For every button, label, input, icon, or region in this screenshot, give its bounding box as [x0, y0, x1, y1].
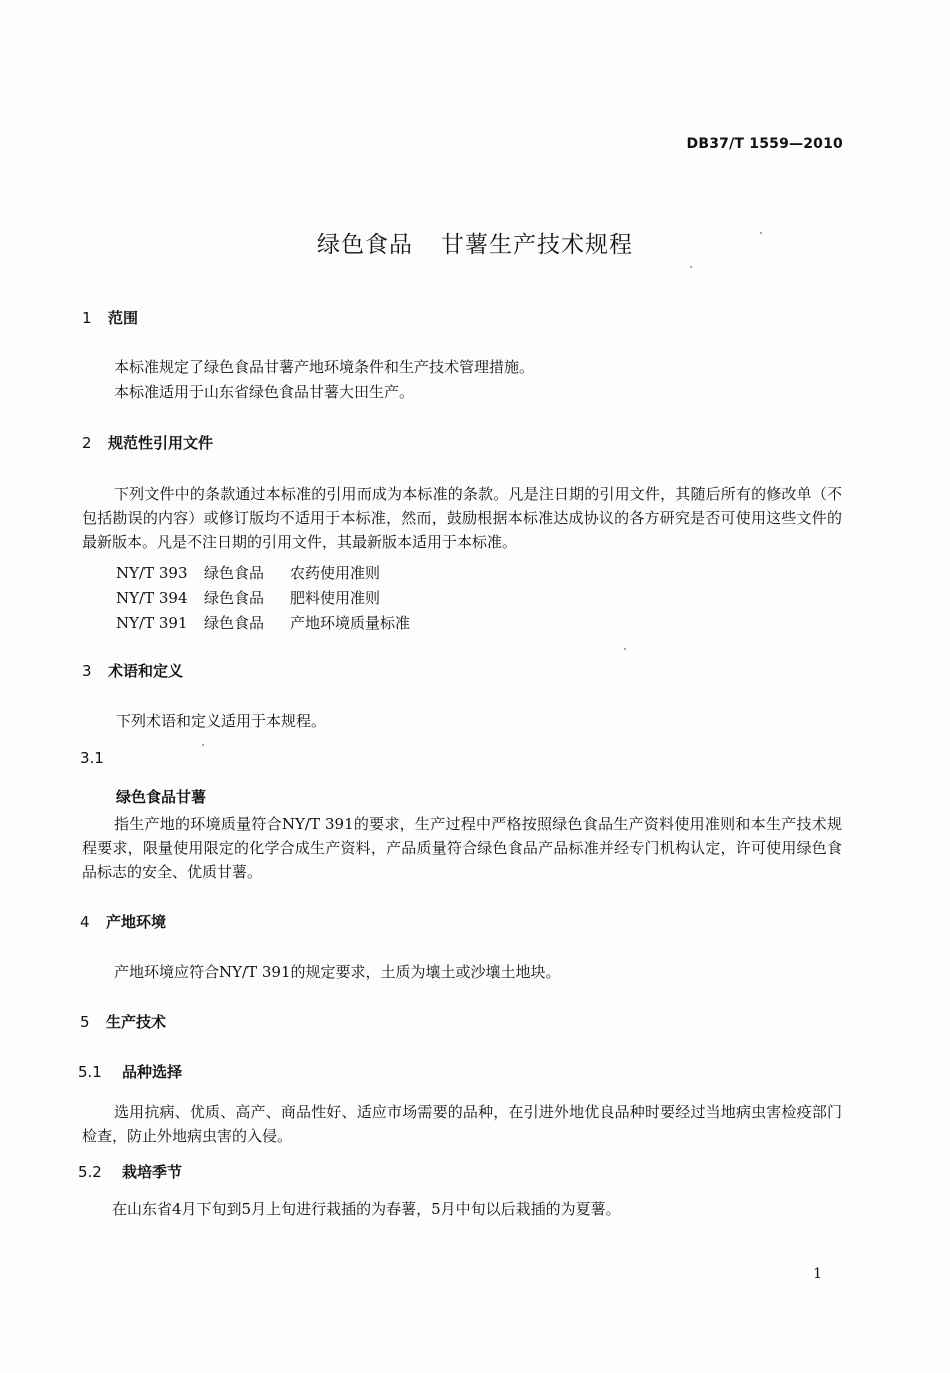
section-1-number: 1	[82, 309, 92, 327]
reference-name: 产地环境质量标准	[290, 614, 411, 632]
term-heading: 绿色食品甘薯	[116, 788, 207, 806]
section-5-1-para-1: 选用抗病、优质、高产、商品性好、适应市场需要的品种，在引进外地优良品种时要经过当地病虫害检疫部门检查，防止外地病虫害的入侵。	[82, 1103, 842, 1145]
section-5-2-title: 栽培季节	[122, 1163, 183, 1181]
section-4-para-1: 产地环境应符合NY/T 391的规定要求，土质为壤土或沙壤土地块。	[114, 963, 561, 981]
section-1-para-1: 本标准规定了绿色食品甘薯产地环境条件和生产技术管理措施。	[114, 358, 535, 376]
section-5-1-title: 品种选择	[122, 1063, 183, 1081]
section-5-2-number: 5.2	[78, 1163, 102, 1181]
section-3-title: 术语和定义	[108, 662, 184, 680]
section-5-number: 5	[80, 1013, 90, 1031]
scan-speck	[760, 232, 762, 234]
reference-code: NY/T 391	[116, 614, 188, 632]
reference-category: 绿色食品	[204, 589, 265, 607]
section-5-1-number: 5.1	[78, 1063, 102, 1081]
scan-speck	[202, 744, 204, 746]
section-4-title: 产地环境	[106, 913, 167, 931]
section-5-2-heading	[78, 1161, 182, 1182]
term-definition: 指生产地的环境质量符合NY/T 391的要求，生产过程中严格按照绿色食品生产资料使用准则和本生产技术规程要求，限量使用限定的化学合成生产资料，产品质量符合绿色食品产品标准并经专门机构认定，许可使用绿色食品标志的安全、优质甘薯。	[82, 815, 842, 881]
reference-item	[116, 587, 380, 608]
title-part-1: 绿色食品	[317, 232, 413, 258]
section-3-number: 3	[82, 662, 92, 680]
section-2-title: 规范性引用文件	[108, 434, 214, 452]
section-3-heading	[82, 660, 183, 681]
reference-item	[116, 612, 410, 633]
section-1-para-2: 本标准适用于山东省绿色食品甘薯大田生产。	[114, 383, 415, 401]
section-2-heading	[82, 432, 213, 453]
title-part-2: 甘薯生产技术规程	[441, 232, 633, 258]
standard-number: DB37/T 1559—2010	[686, 136, 843, 152]
section-1-heading	[82, 307, 138, 328]
section-5-title: 生产技术	[106, 1013, 167, 1031]
section-5-1-heading	[78, 1061, 182, 1082]
section-2-para-1: 下列文件中的条款通过本标准的引用而成为本标准的条款。凡是注日期的引用文件，其随后所有的修改单（不包括勘误的内容）或修订版均不适用于本标准，然而，鼓励根据本标准达成协议的各方研究是否可使用这些文件的最新版本。凡是不注日期的引用文件，其最新版本适用于本标准。	[82, 485, 842, 551]
reference-category: 绿色食品	[204, 564, 265, 582]
section-4-heading	[80, 911, 166, 932]
section-5-2-para-1: 在山东省4月下旬到5月上旬进行栽插的为春薯，5月中旬以后栽插的为夏薯。	[112, 1200, 621, 1218]
reference-code: NY/T 394	[116, 589, 188, 607]
scan-speck	[624, 648, 626, 650]
page-number: 1	[813, 1266, 822, 1282]
reference-item	[116, 562, 380, 583]
section-3-para-1: 下列术语和定义适用于本规程。	[116, 712, 327, 730]
section-1-title: 范围	[108, 309, 139, 327]
reference-name: 肥料使用准则	[290, 589, 381, 607]
subsection-3-1-number: 3.1	[80, 749, 104, 767]
reference-code: NY/T 393	[116, 564, 188, 582]
section-2-number: 2	[82, 434, 92, 452]
reference-category: 绿色食品	[204, 614, 265, 632]
reference-name: 农药使用准则	[290, 564, 381, 582]
section-5-heading	[80, 1011, 166, 1032]
section-4-number: 4	[80, 913, 90, 931]
document-title	[0, 226, 950, 259]
scan-speck	[690, 266, 692, 268]
